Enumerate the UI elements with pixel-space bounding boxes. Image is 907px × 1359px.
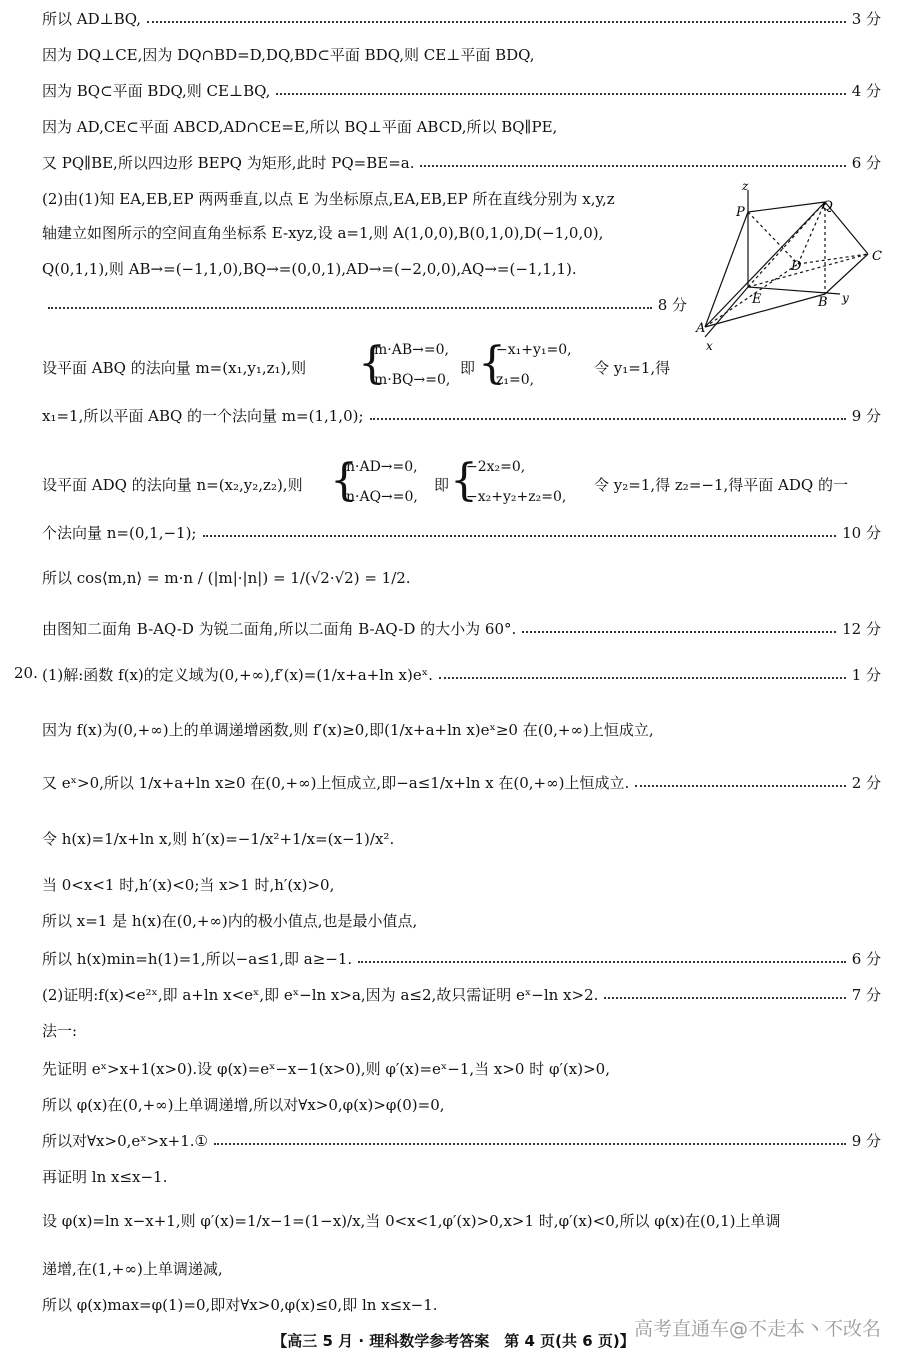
score-label: 7 分 <box>851 986 881 1004</box>
line-text: 所以 h(x)min=h(1)=1,所以−a≤1,即 a≥−1. <box>42 950 353 968</box>
text-line <box>42 1258 881 1280</box>
text-line <box>42 522 881 544</box>
text-line <box>42 405 881 427</box>
score-label: 9 分 <box>851 407 881 425</box>
text-line <box>42 8 881 30</box>
adq-tail: 令 y₂=1,得 z₂=−1,得平面 ADQ 的一 <box>594 476 848 494</box>
adq-eq-3: −2x₂=0, <box>466 459 526 475</box>
adq-eq-4: −x₂+y₂+z₂=0, <box>466 489 567 505</box>
line-text: 所以 AD⊥BQ, <box>42 10 142 28</box>
line-text: 法一: <box>42 1022 78 1040</box>
abq-mid: 即 <box>460 359 476 377</box>
line-text: 因为 f(x)为(0,+∞)上的单调递增函数,则 f′(x)≥0,即(1/x+a+ln x)eˣ≥0 在(0,+∞)上恒成立, <box>42 721 654 739</box>
text-line <box>42 910 881 932</box>
text-line <box>42 294 687 316</box>
text-line <box>42 1094 881 1116</box>
text-line <box>42 1166 881 1188</box>
line-text: 所以 cos⟨m,n⟩ = m·n / (|m|·|n|) = 1/(√2·√2) = 1/2. <box>42 569 411 587</box>
score-label: 3 分 <box>851 10 881 28</box>
text-line <box>42 80 881 102</box>
score-label: 6 分 <box>851 950 881 968</box>
edge-PQ <box>748 202 825 212</box>
line-text: 当 0<x<1 时,h′(x)<0;当 x>1 时,h′(x)>0, <box>42 876 335 894</box>
score-label: 8 分 <box>657 296 687 314</box>
line-text: (1)解:函数 f(x)的定义域为(0,+∞),f′(x)=(1/x+a+ln x)eˣ. <box>42 666 433 684</box>
text-line <box>42 1130 881 1152</box>
dot-leader <box>522 631 836 633</box>
dot-leader <box>48 307 652 309</box>
problem-number: 20. <box>14 664 38 682</box>
line-text: 令 h(x)=1/x+ln x,则 h′(x)=−1/x²+1/x=(x−1)/x². <box>42 830 395 848</box>
geometry-figure <box>690 182 890 357</box>
dot-leader <box>214 1143 846 1145</box>
edge-AB <box>705 294 825 327</box>
score-label: 4 分 <box>851 82 881 100</box>
text-line <box>42 567 881 589</box>
abq-brace-2: { <box>478 338 506 389</box>
label-z: z <box>742 182 749 193</box>
score-label: 1 分 <box>851 666 881 684</box>
label-y: y <box>842 291 849 305</box>
line-text: 递增,在(1,+∞)上单调递减, <box>42 1260 223 1278</box>
text-line <box>42 772 881 794</box>
abq-lead: 设平面 ABQ 的法向量 m=(x₁,y₁,z₁),则 <box>42 359 307 377</box>
label-B: B <box>818 295 828 310</box>
dot-leader <box>439 677 846 679</box>
abq-eq-4: z₁=0, <box>496 372 535 388</box>
text-line <box>42 222 687 244</box>
text-line <box>42 948 881 970</box>
line-text: 因为 DQ⊥CE,因为 DQ∩BD=D,DQ,BD⊂平面 BDQ,则 CE⊥平面 BDQ, <box>42 46 535 64</box>
edge-DQ <box>798 202 825 264</box>
page-footer: 【高三 5 月 · 理科数学参考答案 第 4 页(共 6 页)】 <box>272 1332 635 1350</box>
line-text: 因为 BQ⊂平面 BDQ,则 CE⊥BQ, <box>42 82 271 100</box>
abq-tail: 令 y₁=1,得 <box>594 359 671 377</box>
edge-DC <box>798 254 868 264</box>
abq-brace-1: { <box>358 338 386 389</box>
text-line <box>42 44 881 66</box>
text-line <box>42 1020 881 1042</box>
adq-eq-2: n·AQ→=0, <box>346 489 418 505</box>
text-line <box>42 258 687 280</box>
line-text: 设 φ(x)=ln x−x+1,则 φ′(x)=1/x−1=(1−x)/x,当 0<x<1,φ′(x)>0,x>1 时,φ′(x)<0,所以 φ(x)在(0,1)上单调 <box>42 1212 781 1230</box>
adq-eq-1: n·AD→=0, <box>346 459 418 475</box>
score-label: 6 分 <box>851 154 881 172</box>
text-line <box>42 828 881 850</box>
label-Q: Q <box>822 199 833 214</box>
adq-lead: 设平面 ADQ 的法向量 n=(x₂,y₂,z₂),则 <box>42 476 303 494</box>
score-label: 12 分 <box>842 620 881 638</box>
line-text: Q(0,1,1),则 AB→=(−1,1,0),BQ→=(0,0,1),AD→=(−2,0,0),AQ→=(−1,1,1). <box>42 260 577 278</box>
label-A: A <box>696 321 706 336</box>
edge-AP <box>705 212 748 327</box>
line-text: 所以 φ(x)max=φ(1)=0,即对∀x>0,φ(x)≤0,即 ln x≤x−1. <box>42 1296 438 1314</box>
abq-eq-1: m·AB→=0, <box>374 342 449 358</box>
edge-EQ <box>748 202 825 287</box>
line-text: x₁=1,所以平面 ABQ 的一个法向量 m=(1,1,0); <box>42 407 364 425</box>
dot-leader <box>604 997 845 999</box>
line-text: (2)由(1)知 EA,EB,EP 两两垂直,以点 E 为坐标原点,EA,EB,EP 所在直线分别为 x,y,z <box>42 190 615 208</box>
score-label: 9 分 <box>851 1132 881 1150</box>
label-D: D <box>791 259 802 274</box>
line-text: (2)证明:f(x)<e²ˣ,即 a+ln x<eˣ,即 eˣ−ln x>a,因为 a≤2,故只需证明 eˣ−ln x>2. <box>42 986 599 1004</box>
text-line <box>42 116 881 138</box>
text-line <box>42 1210 881 1232</box>
text-line <box>42 1294 881 1316</box>
text-line <box>42 984 881 1006</box>
text-line <box>42 719 881 741</box>
line-text: 先证明 eˣ>x+1(x>0).设 φ(x)=eˣ−x−1(x>0),则 φ′(x)=eˣ−1,当 x>0 时 φ′(x)>0, <box>42 1060 610 1078</box>
text-line <box>42 664 881 686</box>
watermark: 高考直通车@不走本丶不改名 <box>633 1318 881 1340</box>
line-text: 所以 x=1 是 h(x)在(0,+∞)内的极小值点,也是最小值点, <box>42 912 418 930</box>
line-text: 所以对∀x>0,eˣ>x+1.① <box>42 1132 208 1150</box>
edge-AQ <box>705 202 825 327</box>
dot-leader <box>147 21 846 23</box>
label-C: C <box>872 249 882 264</box>
line-text: 个法向量 n=(0,1,−1); <box>42 524 197 542</box>
dot-leader <box>370 418 846 420</box>
label-E: E <box>752 292 762 307</box>
abq-eq-3: −x₁+y₁=0, <box>496 342 572 358</box>
score-label: 2 分 <box>851 774 881 792</box>
text-line <box>42 874 881 896</box>
dot-leader <box>358 961 846 963</box>
line-text: 所以 φ(x)在(0,+∞)上单调递增,所以对∀x>0,φ(x)>φ(0)=0, <box>42 1096 445 1114</box>
dot-leader <box>276 93 845 95</box>
text-line <box>42 618 881 640</box>
line-text: 又 PQ∥BE,所以四边形 BEPQ 为矩形,此时 PQ=BE=a. <box>42 154 415 172</box>
line-text: 再证明 ln x≤x−1. <box>42 1168 168 1186</box>
label-x: x <box>706 339 713 353</box>
line-text: 轴建立如图所示的空间直角坐标系 E-xyz,设 a=1,则 A(1,0,0),B(0,1,0),D(−1,0,0), <box>42 224 604 242</box>
adq-brace-2: { <box>450 455 478 506</box>
adq-mid: 即 <box>434 476 450 494</box>
label-P: P <box>736 205 745 220</box>
dot-leader <box>420 165 845 167</box>
line-text: 因为 AD,CE⊂平面 ABCD,AD∩CE=E,所以 BQ⊥平面 ABCD,所以 BQ∥PE, <box>42 118 558 136</box>
text-line <box>42 152 881 174</box>
dot-leader <box>635 785 845 787</box>
dot-leader <box>203 535 837 537</box>
line-text: 由图知二面角 B-AQ-D 为锐二面角,所以二面角 B-AQ-D 的大小为 60°. <box>42 620 517 638</box>
line-text: 又 eˣ>0,所以 1/x+a+ln x≥0 在(0,+∞)上恒成立,即−a≤1/x+ln x 在(0,+∞)上恒成立. <box>42 774 630 792</box>
score-label: 10 分 <box>842 524 881 542</box>
text-line <box>42 1058 881 1080</box>
adq-brace-1: { <box>330 455 358 506</box>
abq-eq-2: m·BQ→=0, <box>374 372 451 388</box>
text-line <box>42 188 687 210</box>
